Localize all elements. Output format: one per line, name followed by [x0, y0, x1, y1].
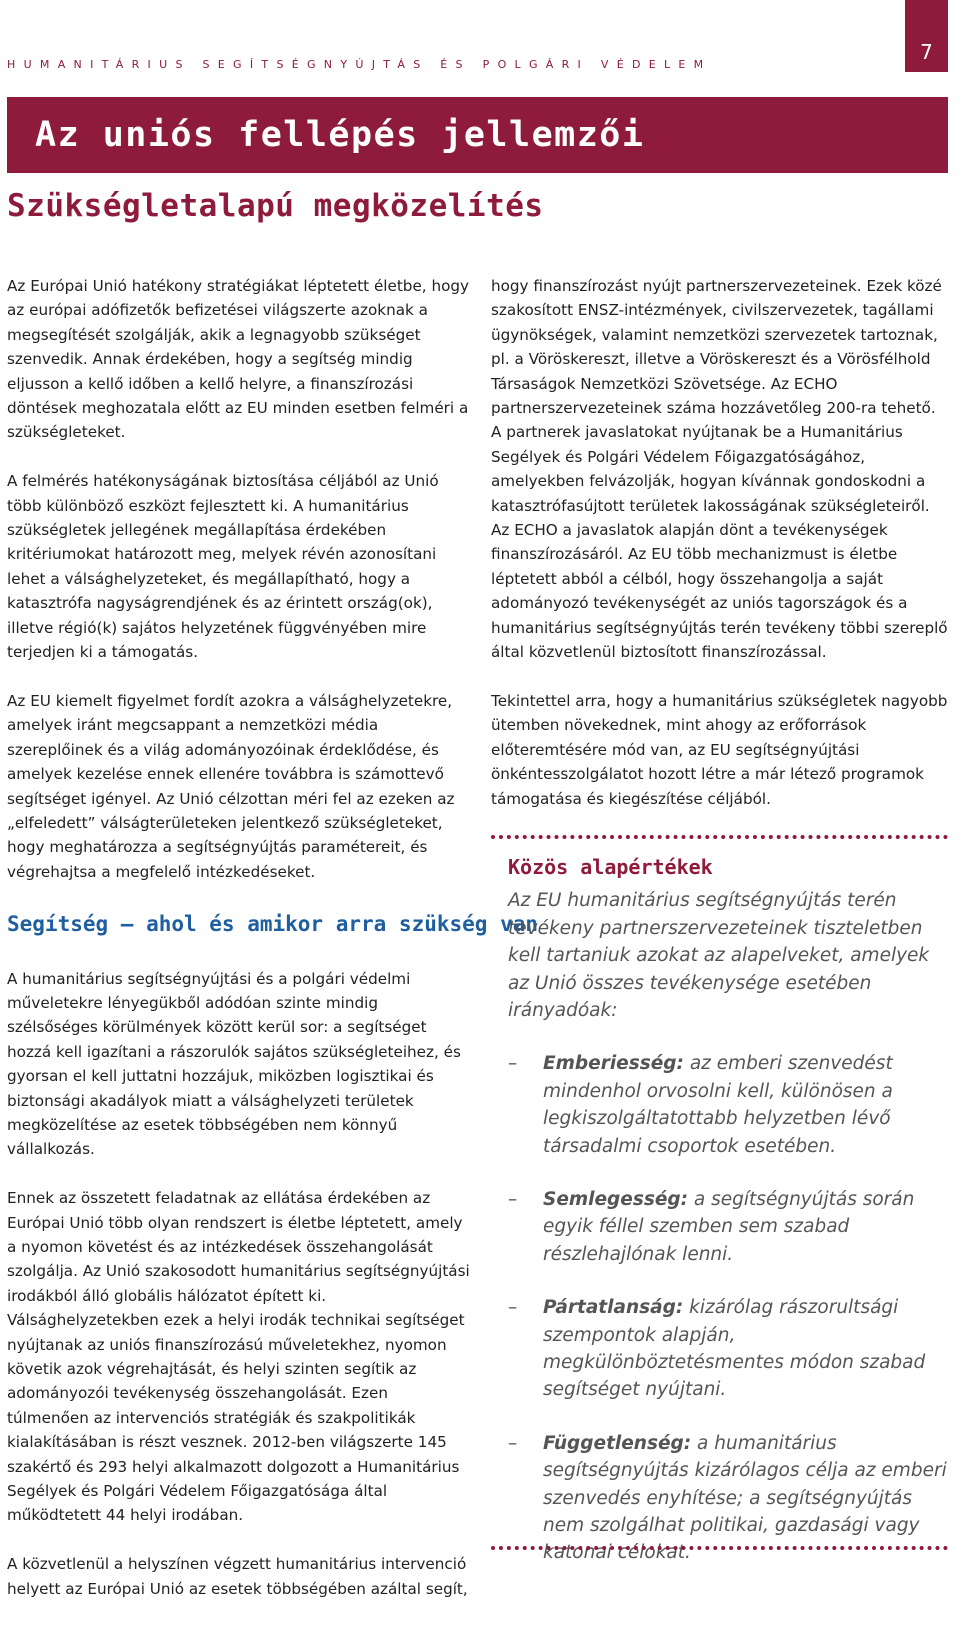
value-term: Semlegesség:: [543, 1188, 689, 1210]
paragraph: A közvetlenül a helyszínen végzett humanitárius intervenció helyett az Európai Unió az esetek többségében azáltal segít,: [7, 1555, 468, 1598]
box-heading: Közös alapértékek: [508, 855, 713, 880]
paragraph: Tekintettel arra, hogy a humanitárius szükségletek nagyobb ütemben növekednek, mint ahogy az erőforrások előteremtésére mód van, az EU segítségnyújtási önkéntesszolgálatot hozott létre a már létező programok támogatása és kiegészítése céljából.: [491, 691, 948, 808]
paragraph: A humanitárius segítségnyújtási és a polgári védelmi műveletekre lényegükből adódóan szinte mindig szélsőséges körülmények között kerül sor: a segítséget hozzá kell igazítani a rászorulók sajátos szükségleteihez, és gyorsan el kell juttatni hozzájuk, miközben logisztikai és biztonsági akadályok miatt a válsághelyzeti területek megközelítése az esetek többségében nem könnyű vállalkozás.: [7, 969, 461, 1159]
paragraph: Az Európai Unió hatékony stratégiákat léptetett életbe, hogy az európai adófizetők befizetései világszerte azoknak a megsegítését szolgálják, akik a legnagyobb szükséget szenvedik. Annak érdekében, hogy a segítség mindig eljusson a kellő időben a kellő helyre, a finanszírozási döntések meghozatala előtt az EU minden esetben felméri a szükségleteket.: [7, 277, 469, 442]
box-intro: Az EU humanitárius segítségnyújtás terén tevékeny partnerszervezeteinek tiszteletben kell tartaniuk azokat az alapelveket, amelyek az Unió összes tevékenysége esetében irányadóak:: [508, 890, 930, 1021]
dotted-divider-bottom: [491, 1546, 948, 1550]
dash-marker: –: [508, 1432, 518, 1454]
page-number: 7: [920, 40, 933, 64]
values-box: [491, 839, 948, 1567]
paragraph: A felmérés hatékonyságának biztosítása céljából az Unió több különböző eszközt fejlesztett ki. A humanitárius szükségletek jellegének megállapítása érdekében kritériumokat határozott meg, melyek révén azonosítani lehet a válsághelyzeteket, és megállapítható, hogy a katasztrófa nagyságrendjének és az érintett ország(ok), illetve régió(k) sajátos helyzetének függvényében mire terjedjen ki a támogatás.: [7, 472, 439, 662]
value-text: a segítségnyújtás során egyik féllel szemben sem szabad részlehajlónak lenni.: [543, 1188, 915, 1265]
section-heading: Szükségletalapú megközelítés: [7, 188, 544, 224]
paragraph: Az EU kiemelt figyelmet fordít azokra a válsághelyzetekre, amelyek iránt megcsappant a nemzetközi média szereplőinek és a világ adományozóinak érdeklődése, és amelyek kezelése ennek ellenére továbbra is számottevő segítséget igényel. Az Unió célzottan méri fel az ezeken az „elfeledett” válságterületeken jelentkező szükségleteket, hogy meghatározza a segítségnyújtás paramétereit, és végrehajtsa a megfelelő intézkedéseket.: [7, 691, 455, 881]
page-title: Az uniós fellépés jellemzői: [35, 115, 645, 155]
list-item: [508, 1294, 948, 1404]
list-item: [508, 1186, 948, 1268]
running-header: HUMANITÁRIUS SEGÍTSÉGNYÚJTÁS ÉS POLGÁRI VÉDELEM: [7, 58, 712, 71]
title-banner: [7, 97, 948, 173]
values-list: [508, 1050, 948, 1567]
paragraph: hogy finanszírozást nyújt partnerszervezeteinek. Ezek közé szakosított ENSZ-intézmények, civilszervezetek, tagállami ügynökségek, valamint nemzetközi szervezetek tartoznak, pl. a Vöröskereszt, illetve a Vöröskereszt és a Vörösfélhold Társaságok Nemzetközi Szövetsége. Az ECHO partnerszervezeteinek száma hozzávetőleg 200-ra tehető. A partnerek javaslatokat nyújtanak be a Humanitárius Segélyek és Polgári Védelem Főigazgatóságához, amelyekben felvázolják, hogyan kívánnak gondoskodni a katasztrófasújtott területek lakosságának szükségleteiről. Az ECHO a javaslatok alapján dönt a tevékenységek finanszírozásáról. Az EU több mechanizmust is életbe léptetett abból a célból, hogy összehangolja a saját adományozó tevékenységét az uniós tagországok és a humanitárius segítségnyújtás terén tevékeny többi szereplő által közvetlenül biztosított finanszírozással.: [491, 277, 948, 662]
subsection-heading: Segítség – ahol és amikor arra szükség van: [7, 911, 539, 936]
value-term: Pártatlanság:: [543, 1297, 684, 1319]
dash-marker: –: [508, 1297, 518, 1319]
value-text: az emberi szenvedést mindenhol orvosolni kell, különösen a legkiszolgáltatottabb helyzetben lévő társadalmi csoportok esetében.: [543, 1053, 893, 1157]
list-item: [508, 1050, 948, 1160]
dash-marker: –: [508, 1188, 518, 1210]
dash-marker: –: [508, 1053, 518, 1075]
value-term: Függetlenség:: [543, 1432, 692, 1454]
value-text: a humanitárius segítségnyújtás kizárólagos célja az emberi szenvedés enyhítése; a segítségnyújtás nem szolgálhat politikai, gazdasági vagy katonai célokat.: [543, 1432, 947, 1564]
left-column: [7, 274, 539, 1625]
page-number-tab: [905, 0, 948, 72]
value-text: kizárólag rászorultsági szempontok alapján, megkülönböztetésmentes módon szabad segítséget nyújtani.: [543, 1297, 926, 1401]
value-term: Emberiesség:: [543, 1053, 684, 1075]
right-column: [491, 274, 948, 1593]
paragraph: Ennek az összetett feladatnak az ellátása érdekében az Európai Unió több olyan rendszert is életbe léptetett, amely a nyomon követést és az intézkedések összehangolását szolgálja. Az Unió szakosodott humanitárius segítségnyújtási irodákból álló globális hálózatot épített ki. Válsághelyzetekben ezek a helyi irodák technikai segítséget nyújtanak az uniós finanszírozású műveletekhez, nyomon követik azok végrehajtását, és helyi szinten segítik az adományozói tevékenység összehangolását. Ezen túlmenően az intervenciós stratégiák és szakpolitikák kialakításában is részt vesznek. 2012-ben világszerte 145 szakértő és 293 helyi alkalmazott dolgozott a Humanitárius Segélyek és Polgári Védelem Főigazgatósága által működtetett 44 helyi irodában.: [7, 1189, 470, 1525]
